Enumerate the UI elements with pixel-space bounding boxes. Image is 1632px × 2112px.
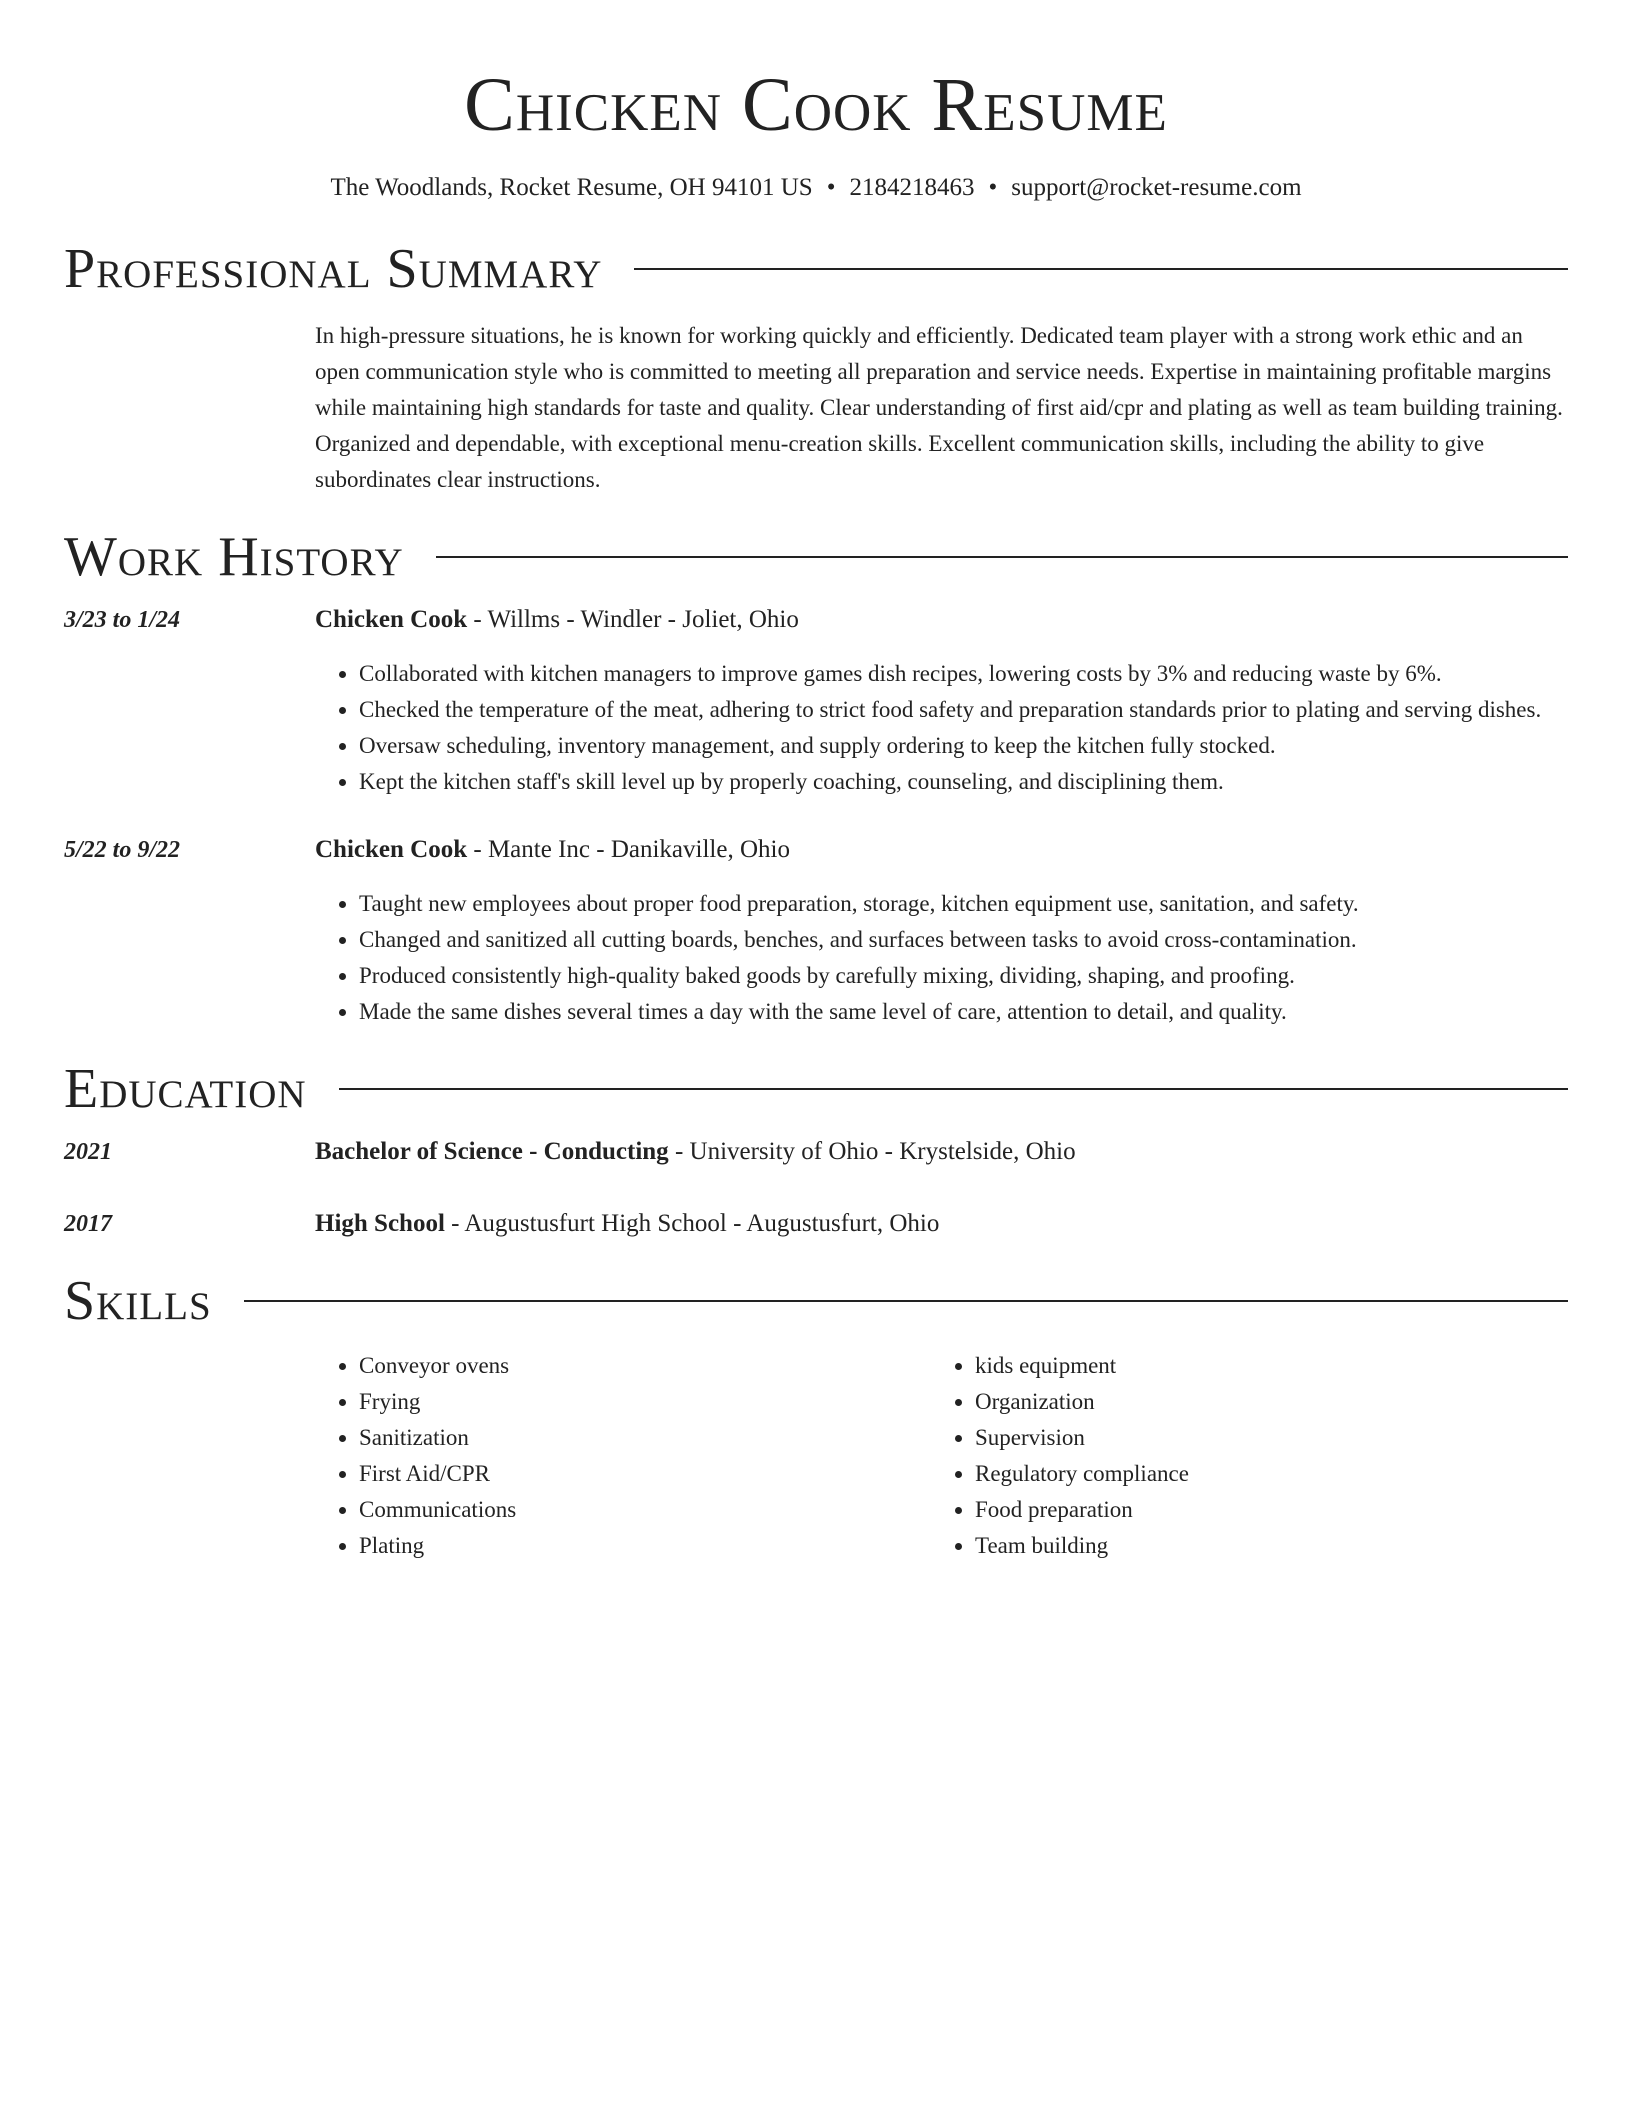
section-divider: [634, 268, 1568, 270]
job-body: [315, 602, 1568, 800]
job-dates: 5/22 to 9/22: [64, 837, 181, 863]
section-summary-header: [64, 238, 1568, 300]
job-bullet: • Taught new employees about proper food preparation, storage, kitchen equipment use, sanitation, and safety.: [359, 886, 1568, 922]
skills-column-2: [931, 1348, 1189, 1564]
section-divider: [436, 556, 1568, 558]
section-education-heading: Education: [64, 1058, 307, 1120]
job-bullet: • Produced consistently high-quality baked goods by carefully mixing, dividing, shaping, and proofing.: [359, 958, 1568, 994]
resume-title: Chicken Cook Resume: [464, 63, 1168, 147]
section-work-heading: Work History: [64, 526, 404, 588]
job-bullet: • Collaborated with kitchen managers to improve games dish recipes, lowering costs by 3% and reducing waste by 6%.: [359, 656, 1568, 692]
job-entry: [64, 832, 1568, 1030]
skills-column-1: [315, 1348, 931, 1564]
skill-item: • Organization: [975, 1384, 1189, 1420]
education-details: - University of Ohio - Krystelside, Ohio: [668, 1138, 1076, 1165]
section-divider: [339, 1088, 1568, 1090]
section-skills-header: [64, 1270, 1568, 1332]
job-dates: 3/23 to 1/24: [64, 607, 181, 633]
job-bullets: [315, 886, 1568, 1030]
resume-page: [64, 0, 1568, 1564]
skill-item: • Team building: [975, 1528, 1189, 1564]
contact-separator: •: [826, 174, 836, 201]
education-headline: [315, 1206, 1568, 1242]
job-bullet: • Changed and sanitized all cutting boards, benches, and surfaces between tasks to avoid cross-contamination.: [359, 922, 1568, 958]
education-details: - Augustusfurt High School - Augustusfurt, Ohio: [444, 1210, 940, 1237]
education-year: 2021: [64, 1139, 112, 1165]
job-title: Chicken Cook: [315, 836, 468, 863]
education-degree: High School: [315, 1210, 445, 1237]
contact-address: The Woodlands, Rocket Resume, OH 94101 US: [330, 174, 813, 201]
skill-item: • Frying: [359, 1384, 931, 1420]
skills-list: [315, 1348, 1568, 1564]
job-details: - Mante Inc - Danikaville, Ohio: [467, 836, 790, 863]
education-entry: [64, 1206, 1568, 1242]
education-body: [315, 1206, 1568, 1242]
skill-item: • Sanitization: [359, 1420, 931, 1456]
contact-phone: 2184218463: [849, 174, 975, 201]
job-headline: [315, 832, 1568, 868]
skill-item: • Regulatory compliance: [975, 1456, 1189, 1492]
section-summary-heading: Professional Summary: [64, 238, 603, 300]
skill-item: • Communications: [359, 1492, 931, 1528]
skill-item: • Plating: [359, 1528, 931, 1564]
job-bullet: • Made the same dishes several times a day with the same level of care, attention to detail, and quality.: [359, 994, 1568, 1030]
section-divider: [244, 1300, 1568, 1302]
contact-email: support@rocket-resume.com: [1011, 174, 1302, 201]
skill-item: • Food preparation: [975, 1492, 1189, 1528]
education-headline: [315, 1134, 1568, 1170]
skill-item: • Supervision: [975, 1420, 1189, 1456]
education-entry: [64, 1134, 1568, 1170]
skill-item: • kids equipment: [975, 1348, 1189, 1384]
contact-separator: •: [988, 174, 998, 201]
job-headline: [315, 602, 1568, 638]
job-bullet: • Oversaw scheduling, inventory management, and supply ordering to keep the kitchen fully stocked.: [359, 728, 1568, 764]
job-entry: [64, 602, 1568, 800]
education-year: 2017: [64, 1211, 112, 1237]
job-details: - Willms - Windler - Joliet, Ohio: [467, 606, 799, 633]
education-degree: Bachelor of Science - Conducting: [315, 1138, 669, 1165]
contact-line: [64, 172, 1568, 204]
job-body: [315, 832, 1568, 1030]
skill-item: • Conveyor ovens: [359, 1348, 931, 1384]
education-body: [315, 1134, 1568, 1170]
section-education-header: [64, 1058, 1568, 1120]
job-bullet: • Checked the temperature of the meat, adhering to strict food safety and preparation standards prior to plating and serving dishes.: [359, 692, 1568, 728]
section-skills-heading: Skills: [64, 1270, 212, 1332]
job-bullet: • Kept the kitchen staff's skill level up by properly coaching, counseling, and disciplining them.: [359, 764, 1568, 800]
summary-text: In high-pressure situations, he is known for working quickly and efficiently. Dedicated team player with a strong work ethic and an open communication style who is committed to meeting all preparation and service needs. Expertise in maintaining profitable margins while maintaining high standards for taste and quality. Clear understanding of first aid/cpr and plating as well as team building training. Organized and dependable, with exceptional menu-creation skills. Excellent communication skills, including the ability to give subordinates clear instructions.: [315, 323, 1563, 492]
section-work-header: [64, 526, 1568, 588]
job-title: Chicken Cook: [315, 606, 468, 633]
skill-item: • First Aid/CPR: [359, 1456, 931, 1492]
job-bullets: [315, 656, 1568, 800]
